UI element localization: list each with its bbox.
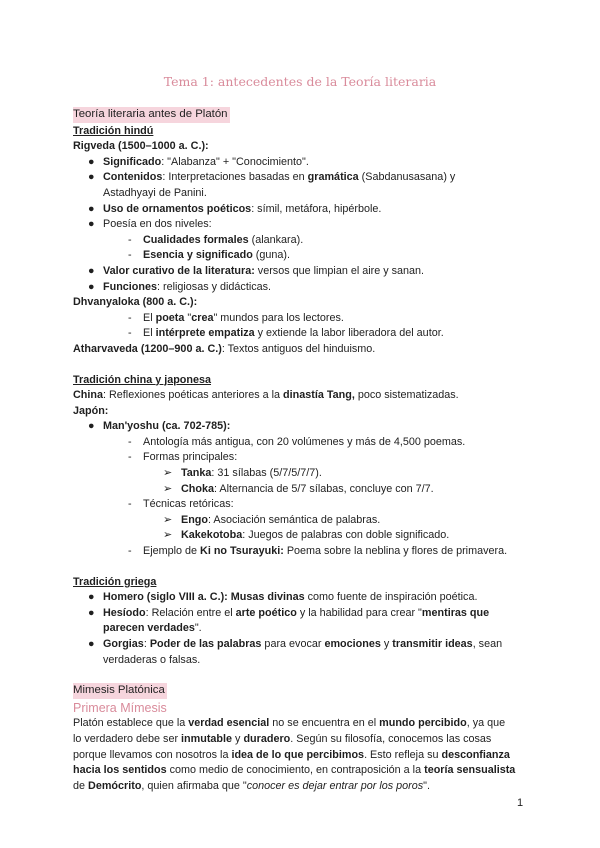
arrow-icon: ➢ — [163, 467, 173, 480]
list-item: ● Hesíodo: Relación entre el arte poético y la habilidad para crear "mentiras que parecen verdades". — [88, 606, 490, 635]
list-item: ➢ Tanka: 31 sílabas (5/7/5/7/7). — [73, 466, 533, 482]
text-line: Dhvanyaloka (800 a. C.): — [73, 296, 198, 309]
list-item: - Antología más antigua, con 20 volúmenes y más de 4,500 poemas. — [128, 435, 466, 448]
list-item: ● Significado: "Alabanza" + "Conocimiento". — [88, 155, 309, 168]
subsection-heading: Tradición hindú — [73, 124, 154, 137]
document-title: Tema 1: antecedentes de la Teoría literaria — [163, 74, 437, 89]
text-line: Japón: — [73, 404, 109, 417]
list-item: ➢ Kakekotoba: Juegos de palabras con doble significado. — [73, 528, 533, 544]
list-item: - El intérprete empatiza y extiende la labor liberadora del autor. — [128, 327, 444, 340]
list-item: ● Funciones: religiosas y didácticas. — [88, 280, 272, 293]
section-heading: Teoría literaria antes de Platón — [73, 107, 230, 123]
section-heading: Mimesis Platónica — [73, 683, 167, 699]
list-item: - Cualidades formales (alankara). — [128, 233, 304, 246]
list-item: ● Gorgias: Poder de las palabras para evocar emociones y transmitir ideas, sean verdaderas o falsas. — [88, 638, 503, 666]
list-item: ● Poesía en dos niveles: — [88, 218, 212, 231]
arrow-icon: ➢ — [163, 529, 173, 542]
list-item: ➢ Engo: Asociación semántica de palabras. — [73, 513, 533, 529]
page-number: 1 — [517, 797, 524, 809]
list-item: - Esencia y significado (guna). — [128, 249, 291, 262]
list-item: ● Homero (siglo VIII a. C.): Musas divinas como fuente de inspiración poética. — [88, 591, 478, 604]
subsection-heading: Tradición griega — [73, 575, 157, 588]
list-item: - Formas principales: — [128, 451, 238, 464]
list-item: - Técnicas retóricas: — [128, 498, 234, 511]
subsection-heading: Primera Mímesis — [73, 700, 167, 715]
document-body — [73, 107, 533, 794]
list-item: ● Valor curativo de la literatura: versos que limpian el aire y sanan. — [88, 264, 425, 277]
arrow-icon: ➢ — [163, 482, 173, 495]
subsection-heading: Tradición china y japonesa — [73, 373, 212, 386]
text-line: China: Reflexiones poéticas anteriores a la dinastía Tang, poco sistematizadas. — [73, 389, 459, 402]
list-item: ● Man'yoshu (ca. 702-785): — [88, 420, 231, 433]
paragraph: Platón establece que la verdad esencial no se encuentra en el mundo percibido, ya que lo verdadero debe ser inmutable y duradero. Según su filosofía, conocemos las cosas porque llevamos con nosotros la idea de lo que percibimos. Esto refleja su desconfianza hacia los sentidos como medio de conocimiento, en contraposición a la teoría sensualista de Demócrito, quien afirmaba que "conocer es dejar entrar por los poros". — [73, 717, 516, 792]
arrow-icon: ➢ — [163, 513, 173, 526]
list-item: ● Contenidos: Interpretaciones basadas en gramática (Sabdanusasana) y Astadhyayi de Panini. — [88, 171, 456, 199]
list-item: ● Uso de ornamentos poéticos: símil, metáfora, hipérbole. — [88, 202, 382, 215]
text-line: Atharvaveda (1200–900 a. C.): Textos antiguos del hinduismo. — [73, 342, 376, 355]
list-item: - Ejemplo de Ki no Tsurayuki: Poema sobre la neblina y flores de primavera. — [128, 545, 508, 558]
list-item: ➢ Choka: Alternancia de 5/7 sílabas, concluye con 7/7. — [73, 482, 533, 498]
text-line: Rigveda (1500–1000 a. C.): — [73, 140, 209, 153]
list-item: - El poeta "crea" mundos para los lectores. — [128, 311, 344, 324]
